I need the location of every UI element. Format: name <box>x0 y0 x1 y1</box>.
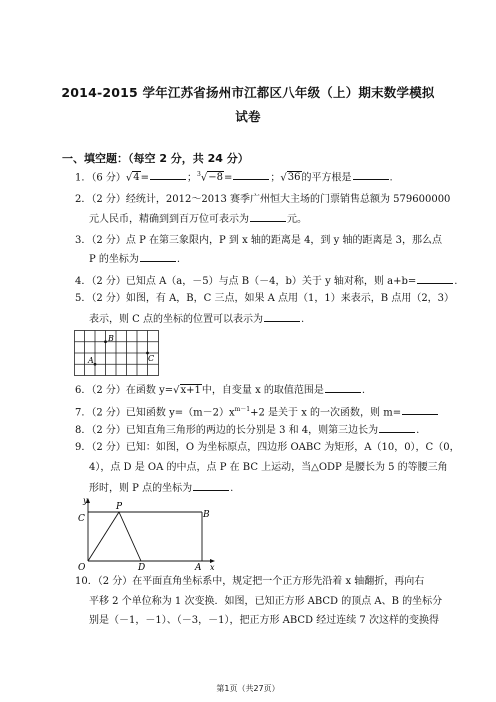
q1-radicand-3: 36 <box>287 172 301 184</box>
q5-text: 表示，则 C 点的坐标的位置可以表示为 <box>89 314 264 325</box>
point-a-dot <box>94 363 97 366</box>
q5-end: . <box>301 314 305 325</box>
point-a-label: A <box>88 356 94 365</box>
question-5-line-2 <box>89 311 304 327</box>
label-x: x <box>210 563 215 572</box>
answer-blank[interactable] <box>402 404 438 415</box>
q1-equals-2: = <box>224 172 233 184</box>
point-b-dot <box>104 340 107 343</box>
q6-end: . <box>361 385 366 396</box>
answer-blank[interactable] <box>417 273 453 284</box>
segment-pd <box>119 512 141 561</box>
q3-text: P 的坐标为 <box>89 254 139 265</box>
answer-blank[interactable] <box>193 480 229 491</box>
answer-blank[interactable] <box>325 382 361 393</box>
question-7 <box>75 403 439 420</box>
question-3-line-1: 3．（2 分）点 P 在第三象限内，P 到 x 轴的距离是 4，到 y 轴的距离是 3，那么点 <box>75 235 442 246</box>
answer-blank[interactable] <box>233 169 269 180</box>
q6-text-b: 中，自变量 x 的取值范围是 <box>201 385 324 396</box>
title-line-2: 试卷 <box>235 109 261 124</box>
q1-tail: 的平方根是 <box>301 172 352 184</box>
q2-unit: 元。 <box>287 214 307 225</box>
q2-text: 元人民币，精确到到百万位可表示为 <box>89 214 249 225</box>
label-d: D <box>138 563 146 572</box>
question-10-line-1: 10．（2 分）在平面直角坐标系中，规定把一个正方形先沿着 x 轴翻折，再向右 <box>75 576 425 587</box>
q1-number: 1．（6 分） <box>75 172 126 184</box>
q8-end: . <box>416 425 420 436</box>
question-5-line-1: 5．（2 分）如图，有 A，B，C 三点，如果 A 点用（1，1）来表示，B 点用（2，3） <box>75 293 455 304</box>
radical-icon: √ <box>200 172 208 184</box>
question-3-line-2 <box>89 251 180 267</box>
question-9-line-3 <box>89 480 233 496</box>
radical-icon: √ <box>173 385 180 396</box>
segment-op <box>88 512 119 561</box>
point-b-label: B <box>108 334 114 343</box>
q7-exponent: m－1 <box>234 406 251 413</box>
q7-text-b: +2 是关于 x 的一次函数，则 m= <box>250 407 402 419</box>
q1-sep-2: ； <box>270 172 281 184</box>
label-o: O <box>78 563 86 572</box>
q1-end: . <box>389 172 393 184</box>
question-8 <box>75 422 419 438</box>
question-4 <box>75 273 457 289</box>
question-9-line-2: 4），点 D 是 OA 的中点，点 P 在 BC 上运动，当△ODP 是腰长为 5 的等腰三角 <box>89 462 448 473</box>
q7-text-a: 7．（2 分）已知函数 y=（m－2）x <box>75 407 235 419</box>
q4-text: 4．（2 分）已知点 A（a，－5）与点 B（－4，b）关于 y 轴对称，则 a+b= <box>75 276 417 287</box>
q1-radicand-2: −8 <box>208 172 223 184</box>
label-b: B <box>203 510 210 520</box>
label-c: C <box>78 514 85 524</box>
question-1 <box>75 168 393 185</box>
answer-blank[interactable] <box>150 169 186 180</box>
q5-grid-figure <box>74 330 164 378</box>
question-2-line-2 <box>89 211 307 227</box>
q6-radicand: x+1 <box>180 385 201 396</box>
q9-text: 形时，则 P 点的坐标为 <box>89 483 193 494</box>
q4-end: . <box>454 276 458 287</box>
page-footer: 第1页（共27页） <box>216 684 280 693</box>
question-9-line-1: 9．（2 分）已知：如图，O 为坐标原点，四边形 OABC 为矩形，A（10，0），C（0， <box>75 442 460 453</box>
answer-blank[interactable] <box>379 422 415 433</box>
q1-equals-1: = <box>140 172 150 184</box>
point-c-label: C <box>148 354 155 363</box>
question-10-line-3: 别是（－1，－1）、（－3，－1），把正方形 ABCD 经过连续 7 次这样的变换得 <box>89 615 439 626</box>
label-p: P <box>116 502 123 512</box>
radical-icon: √ <box>280 172 287 184</box>
section-heading: 一、填空题：（每空 2 分，共 24 分） <box>62 152 249 165</box>
answer-blank[interactable] <box>353 169 389 180</box>
question-2-line-1: 2．（2 分）经统计，2012～2013 赛季广州恒大主场的门票销售总额为 579600000 <box>75 194 451 205</box>
label-y: y <box>83 496 88 505</box>
radical-icon: √ <box>125 172 133 184</box>
q3-end: . <box>176 254 181 265</box>
answer-blank[interactable] <box>140 251 176 262</box>
q6-text-a: 6．（2 分）在函数 y= <box>75 385 174 396</box>
question-6 <box>75 382 365 398</box>
title-line-1: 2014-2015 学年江苏省扬州市江都区八年级（上）期末数学模拟 <box>61 85 435 100</box>
q9-end: . <box>230 483 234 494</box>
q1-sep-1: ； <box>187 172 198 184</box>
question-10-line-2: 平移 2 个单位称为 1 次变换．如图，已知正方形 ABCD 的顶点 A、B 的坐标分 <box>89 596 443 607</box>
q1-cube-index: 3 <box>197 171 201 178</box>
q1-radicand-1: 4 <box>133 172 140 184</box>
answer-blank[interactable] <box>250 211 286 222</box>
label-a: A <box>195 563 202 572</box>
answer-blank[interactable] <box>264 311 300 322</box>
q9-rectangle-figure <box>74 495 224 572</box>
q8-text: 8．（2 分）已知直角三角形的两边的长分别是 3 和 4，则第三边长为 <box>75 425 379 436</box>
